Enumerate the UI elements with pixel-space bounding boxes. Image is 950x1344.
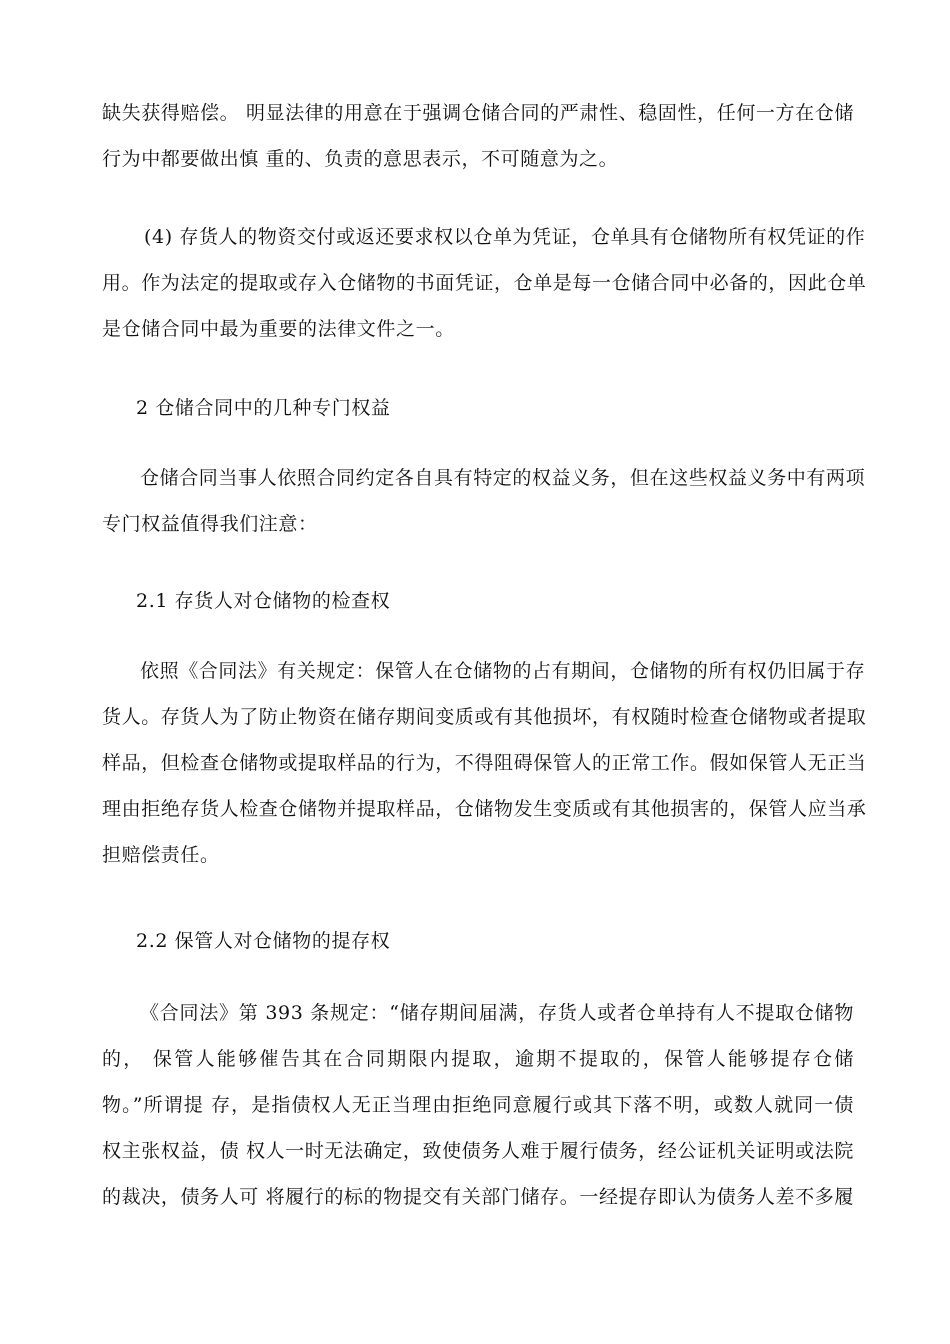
- paragraph-line: 的， 保管人能够催告其在合同期限内提取，逾期不提取的，保管人能够提存仓储: [102, 1048, 854, 1070]
- paragraph-2: [102, 214, 867, 352]
- paragraph-line: 理由拒绝存货人检查仓储物并提取样品，仓储物发生变质或有其他损害的，保管人应当承: [102, 798, 867, 820]
- paragraph-line: 缺失获得赔偿。 明显法律的用意在于强调仓储合同的严肃性、稳固性，任何一方在仓储: [102, 102, 854, 124]
- paragraph-line: (4) 存货人的物资交付或返还要求权以仓单为凭证，仓单具有仓储物所有权凭证的作: [144, 226, 866, 248]
- paragraph-line: 担赔偿责任。: [102, 844, 220, 866]
- paragraph-line: 行为中都要做出慎 重的、负责的意思表示，不可随意为之。: [102, 148, 619, 170]
- paragraph-line: 权主张权益，债 权人一时无法确定，致使债务人难于履行债务，经公证机关证明或法院: [102, 1140, 854, 1162]
- paragraph-line: 专门权益值得我们注意：: [102, 513, 318, 535]
- paragraph-line: 是仓储合同中最为重要的法律文件之一。: [102, 318, 455, 340]
- paragraph-4: [102, 648, 867, 878]
- paragraph-line: 样品，但检查仓储物或提取样品的行为，不得阻碍保管人的正常工作。假如保管人无正当: [102, 752, 867, 774]
- section-heading-2-2: 2.2 保管人对仓储物的提存权: [136, 930, 391, 952]
- paragraph-line: 依照《合同法》有关规定：保管人在仓储物的占有期间，仓储物的所有权仍旧属于存: [140, 660, 866, 682]
- paragraph-line: 用。作为法定的提取或存入仓储物的书面凭证，仓单是每一仓储合同中必备的，因此仓单: [102, 272, 867, 294]
- paragraph-3: [102, 455, 866, 547]
- paragraph-line: 货人。存货人为了防止物资在储存期间变质或有其他损坏，有权随时检查仓储物或者提取: [102, 706, 867, 728]
- section-heading-2-1: 2.1 存货人对仓储物的检查权: [136, 590, 391, 612]
- paragraph-line: 物。”所谓提 存，是指债权人无正当理由拒绝同意履行或其下落不明，或数人就同一债: [102, 1094, 854, 1116]
- paragraph-line: 的裁决，债务人可 将履行的标的物提交有关部门储存。一经提存即认为债务人差不多履: [102, 1186, 854, 1208]
- paragraph-line: 仓储合同当事人依照合同约定各自具有特定的权益义务，但在这些权益义务中有两项: [140, 467, 866, 489]
- section-heading-2: 2 仓储合同中的几种专门权益: [136, 397, 391, 419]
- paragraph-line: 《合同法》第 393 条规定：“储存期间届满，存货人或者仓单持有人不提取仓储物: [140, 1002, 854, 1024]
- paragraph-5: [102, 990, 854, 1220]
- paragraph-1: [102, 90, 854, 182]
